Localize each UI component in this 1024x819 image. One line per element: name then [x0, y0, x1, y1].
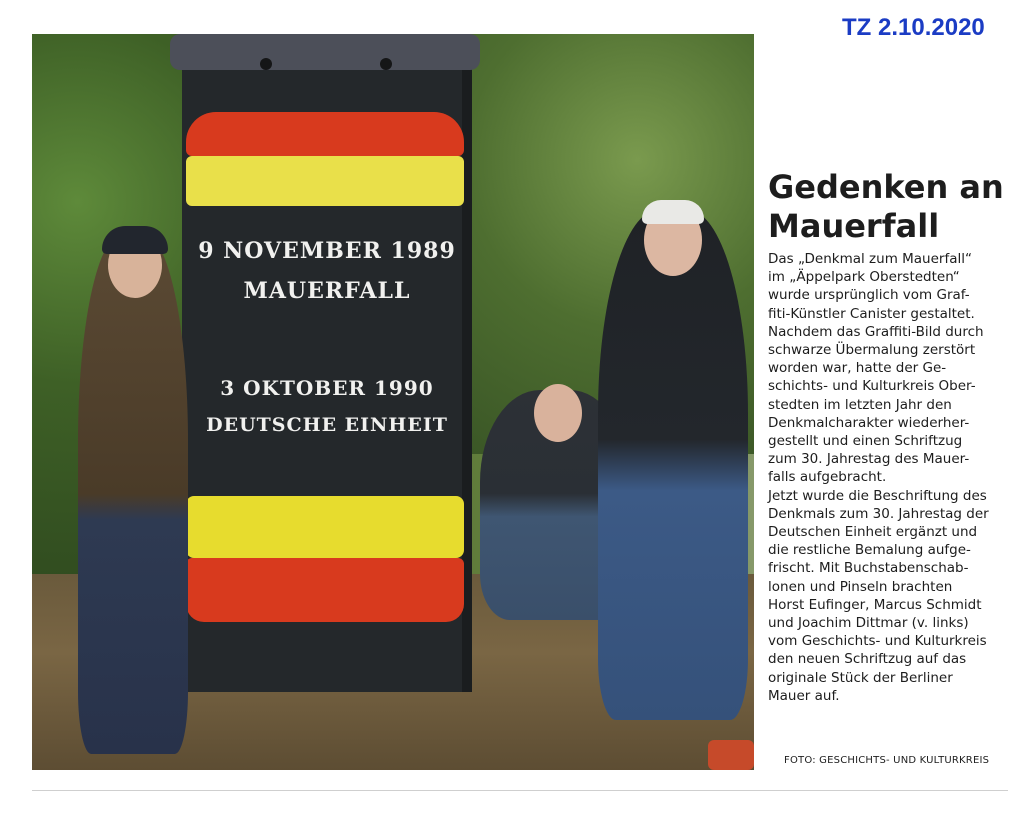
body-line: im „Äppelpark Oberstedten“	[768, 269, 960, 286]
body-line: gestellt und einen Schriftzug	[768, 433, 963, 450]
person-left	[78, 234, 188, 754]
body-line: Denkmals zum 30. Jahrestag der	[768, 505, 989, 522]
headline-line: Mauerfall	[768, 207, 940, 245]
article-photo	[32, 34, 754, 770]
body-line: vom Geschichts- und Kulturkreis	[768, 633, 987, 650]
article-body	[768, 250, 1010, 705]
body-line: frischt. Mit Buchstabenschab-	[768, 560, 969, 577]
person-right	[598, 210, 748, 720]
body-line: schichts- und Kulturkreis Ober-	[768, 378, 976, 395]
flag-stripe-yellow-top	[186, 156, 464, 206]
person-right-hair	[642, 200, 704, 224]
body-line: wurde ursprünglich vom Graf-	[768, 287, 970, 304]
person-left-cap	[102, 226, 168, 254]
body-line: schwarze Übermalung zerstört	[768, 342, 976, 359]
body-line: und Joachim Dittmar (v. links)	[768, 615, 969, 632]
body-line: Jetzt wurde die Beschriftung des	[768, 487, 987, 504]
body-line: stedten im letzten Jahr den	[768, 396, 952, 413]
body-line: falls aufgebracht.	[768, 469, 887, 486]
article-headline	[768, 168, 1008, 246]
wall-hole	[260, 58, 272, 70]
headline-line: Gedenken an	[768, 168, 1004, 206]
newspaper-date-label: TZ 2.10.2020	[842, 14, 985, 41]
wall-text-mauerfall: MAUERFALL	[243, 278, 411, 304]
body-line: Das „Denkmal zum Mauerfall“	[768, 251, 972, 267]
body-line: Deutschen Einheit ergänzt und	[768, 524, 978, 541]
photo-credit: FOTO: GESCHICHTS- UND KULTURKREIS	[784, 755, 990, 766]
wall-top-cap	[170, 34, 480, 70]
wall-text-date-1989: 9 NOVEMBER 1989	[198, 238, 456, 264]
flag-stripe-red-top	[186, 112, 464, 156]
body-line: Mauer auf.	[768, 687, 840, 704]
body-line: originale Stück der Berliner	[768, 669, 953, 686]
berlin-wall-segment	[182, 34, 472, 692]
person-crouching-head	[534, 384, 582, 442]
body-line: fiti-Künstler Canister gestaltet.	[768, 305, 975, 322]
body-line: Denkmalcharakter wiederher-	[768, 414, 970, 431]
wall-text-date-1990: 3 OKTOBER 1990	[220, 376, 434, 400]
body-line: den neuen Schriftzug auf das	[768, 651, 967, 668]
flag-stripe-yellow-bottom	[186, 496, 464, 558]
wall-hole	[380, 58, 392, 70]
body-line: zum 30. Jahrestag des Mauer-	[768, 451, 970, 468]
page-divider	[32, 790, 1008, 791]
body-line: Nachdem das Graffiti-Bild durch	[768, 323, 984, 340]
body-line: Horst Eufinger, Marcus Schmidt	[768, 596, 982, 613]
wall-text-deutsche-einheit: DEUTSCHE EINHEIT	[206, 414, 448, 436]
flag-stripe-red-bottom	[186, 558, 464, 622]
body-line: die restliche Bemalung aufge-	[768, 542, 971, 559]
body-line: worden war, hatte der Ge-	[768, 360, 947, 377]
body-line: lonen und Pinseln brachten	[768, 578, 953, 595]
red-post	[708, 740, 754, 770]
